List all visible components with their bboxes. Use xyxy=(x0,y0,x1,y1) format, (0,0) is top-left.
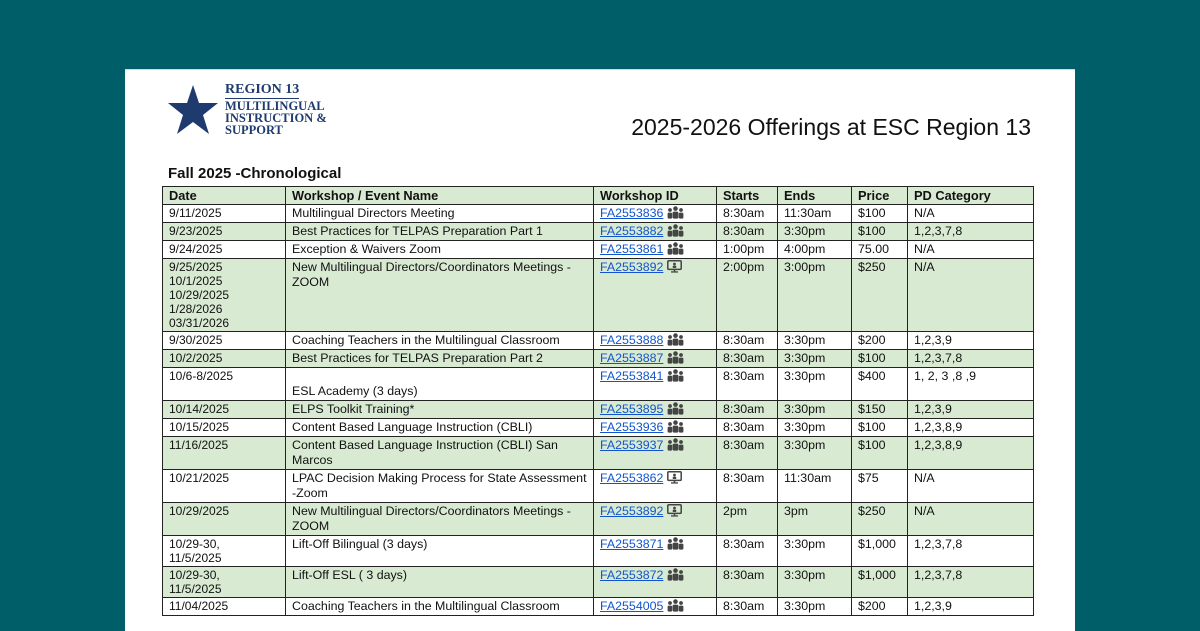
ends-cell: 3:30pm xyxy=(778,437,852,470)
in-person-icon xyxy=(667,224,684,237)
price-cell: $250 xyxy=(852,503,908,536)
starts-cell: 8:30am xyxy=(717,470,778,503)
price-cell: $100 xyxy=(852,350,908,368)
table-row xyxy=(163,419,1034,437)
workshop-id-link[interactable]: FA2553836 xyxy=(600,206,664,220)
workshop-name-cell xyxy=(286,205,594,223)
price-cell: $150 xyxy=(852,401,908,419)
workshop-id-cell xyxy=(594,259,717,332)
date-cell xyxy=(163,567,286,598)
ends-cell: 3:30pm xyxy=(778,350,852,368)
price-cell: $200 xyxy=(852,332,908,350)
document-title: 2025-2026 Offerings at ESC Region 13 xyxy=(631,114,1031,140)
ends-cell: 3:30pm xyxy=(778,223,852,241)
online-icon xyxy=(667,471,682,484)
workshop-name-cell xyxy=(286,567,594,598)
starts-cell: 2:00pm xyxy=(717,259,778,332)
table-row xyxy=(163,567,1034,598)
workshop-id-link[interactable]: FA2553895 xyxy=(600,402,664,416)
starts-cell: 8:30am xyxy=(717,223,778,241)
date-cell xyxy=(163,205,286,223)
starts-cell: 8:30am xyxy=(717,368,778,401)
workshop-id-link[interactable]: FA2553841 xyxy=(600,369,664,383)
pd-category-cell: 1,2,3,8,9 xyxy=(908,437,1034,470)
workshop-id-link[interactable]: FA2553861 xyxy=(600,242,664,256)
workshop-id-cell xyxy=(594,567,717,598)
in-person-icon xyxy=(667,369,684,382)
workshop-name-cell xyxy=(286,350,594,368)
workshop-id-link[interactable]: FA2553882 xyxy=(600,224,664,238)
workshop-id-cell xyxy=(594,241,717,259)
price-cell: $1,000 xyxy=(852,536,908,567)
ends-cell: 3pm xyxy=(778,503,852,536)
date-line: 10/21/2025 xyxy=(169,471,230,485)
price-cell: $75 xyxy=(852,470,908,503)
column-header-workshop-id: Workshop ID xyxy=(594,187,717,205)
starts-cell: 8:30am xyxy=(717,536,778,567)
workshop-id-cell xyxy=(594,223,717,241)
workshop-id-link[interactable]: FA2553892 xyxy=(600,260,664,274)
online-icon xyxy=(667,260,682,273)
starts-cell: 8:30am xyxy=(717,419,778,437)
date-line: 9/11/2025 xyxy=(169,206,222,220)
table-row xyxy=(163,437,1034,470)
date-cell xyxy=(163,598,286,616)
workshop-name-cell xyxy=(286,437,594,470)
workshop-name: Best Practices for TELPAS Preparation Part 1 xyxy=(292,224,543,238)
date-cell xyxy=(163,401,286,419)
workshop-name-cell xyxy=(286,401,594,419)
date-cell xyxy=(163,350,286,368)
date-line: 9/30/2025 xyxy=(169,333,223,347)
workshop-id-cell xyxy=(594,437,717,470)
pd-category-cell: 1, 2, 3 ,8 ,9 xyxy=(908,368,1034,401)
pd-category-cell: N/A xyxy=(908,470,1034,503)
date-cell xyxy=(163,332,286,350)
workshop-id-cell xyxy=(594,503,717,536)
logo-line: INSTRUCTION & xyxy=(225,111,327,125)
in-person-icon xyxy=(667,351,684,364)
table-row xyxy=(163,470,1034,503)
workshop-name: Lift-Off ESL ( 3 days) xyxy=(292,568,408,582)
starts-cell: 8:30am xyxy=(717,332,778,350)
date-line: 10/29/2025 xyxy=(169,504,230,518)
pd-category-cell: 1,2,3,7,8 xyxy=(908,350,1034,368)
ends-cell: 3:30pm xyxy=(778,368,852,401)
starts-cell: 8:30am xyxy=(717,205,778,223)
workshop-name: LPAC Decision Making Process for State Assessment -Zoom xyxy=(292,471,587,500)
workshop-id-cell xyxy=(594,536,717,567)
star-icon xyxy=(167,84,219,136)
workshop-id-cell xyxy=(594,401,717,419)
date-line: 10/15/2025 xyxy=(169,420,230,434)
date-line: 10/14/2025 xyxy=(169,402,230,416)
in-person-icon xyxy=(667,333,684,346)
workshop-name: Lift-Off Bilingual (3 days) xyxy=(292,537,428,551)
workshop-name-cell xyxy=(286,598,594,616)
column-header-name: Workshop / Event Name xyxy=(286,187,594,205)
workshop-name: Coaching Teachers in the Multilingual Classroom xyxy=(292,599,560,613)
workshop-id-cell xyxy=(594,332,717,350)
pd-category-cell: 1,2,3,7,8 xyxy=(908,223,1034,241)
date-cell xyxy=(163,368,286,401)
date-line: 1/28/2026 xyxy=(169,302,223,316)
workshop-id-cell xyxy=(594,419,717,437)
workshop-name: Multilingual Directors Meeting xyxy=(292,206,455,220)
in-person-icon xyxy=(667,599,684,612)
column-header-price: Price xyxy=(852,187,908,205)
online-icon xyxy=(667,504,682,517)
ends-cell: 3:00pm xyxy=(778,259,852,332)
table-row xyxy=(163,205,1034,223)
starts-cell: 8:30am xyxy=(717,350,778,368)
ends-cell: 3:30pm xyxy=(778,401,852,419)
workshop-name-cell xyxy=(286,470,594,503)
date-cell xyxy=(163,223,286,241)
price-cell: $400 xyxy=(852,368,908,401)
workshop-name: Content Based Language Instruction (CBLI) San Marcos xyxy=(292,438,558,467)
price-cell: $250 xyxy=(852,259,908,332)
ends-cell: 3:30pm xyxy=(778,332,852,350)
date-cell xyxy=(163,536,286,567)
workshop-id-cell xyxy=(594,470,717,503)
workshop-id-link[interactable]: FA2553937 xyxy=(600,438,664,452)
column-header-pd-category: PD Category xyxy=(908,187,1034,205)
date-line: 10/6-8/2025 xyxy=(169,369,234,383)
price-cell: $1,000 xyxy=(852,567,908,598)
workshop-name: Best Practices for TELPAS Preparation Part 2 xyxy=(292,351,543,365)
table-row xyxy=(163,598,1034,616)
table-row xyxy=(163,332,1034,350)
ends-cell: 11:30am xyxy=(778,205,852,223)
workshop-id-link[interactable]: FA2553892 xyxy=(600,504,664,518)
ends-cell: 11:30am xyxy=(778,470,852,503)
table-row xyxy=(163,536,1034,567)
workshop-name-cell xyxy=(286,419,594,437)
date-line: 11/5/2025 xyxy=(169,551,222,565)
date-cell xyxy=(163,419,286,437)
workshop-id-link[interactable]: FA2553936 xyxy=(600,420,664,434)
table-header-row xyxy=(163,187,1034,205)
date-cell xyxy=(163,470,286,503)
date-line: 9/23/2025 xyxy=(169,224,223,238)
date-cell xyxy=(163,437,286,470)
workshop-id-link[interactable]: FA2553887 xyxy=(600,351,664,365)
workshop-id-cell xyxy=(594,368,717,401)
workshop-id-link[interactable]: FA2553888 xyxy=(600,333,664,347)
pd-category-cell: 1,2,3,7,8 xyxy=(908,536,1034,567)
in-person-icon xyxy=(667,402,684,415)
spacer xyxy=(292,369,587,384)
column-header-ends: Ends xyxy=(778,187,852,205)
pd-category-cell: N/A xyxy=(908,241,1034,259)
table-row xyxy=(163,259,1034,332)
logo-text xyxy=(225,82,327,136)
workshop-id-cell xyxy=(594,598,717,616)
logo-line: MULTILINGUAL xyxy=(225,99,325,113)
date-line: 11/04/2025 xyxy=(169,599,229,613)
price-cell: $100 xyxy=(852,419,908,437)
workshop-name-cell xyxy=(286,332,594,350)
date-line: 10/29-30, xyxy=(169,568,220,582)
pd-category-cell: N/A xyxy=(908,503,1034,536)
date-cell xyxy=(163,503,286,536)
table-row xyxy=(163,401,1034,419)
workshop-name-cell xyxy=(286,223,594,241)
date-line: 9/25/2025 xyxy=(169,260,223,274)
in-person-icon xyxy=(667,420,684,433)
workshop-name: Exception & Waivers Zoom xyxy=(292,242,441,256)
workshop-name-cell xyxy=(286,536,594,567)
date-line: 11/16/2025 xyxy=(169,438,229,452)
pd-category-cell: 1,2,3,9 xyxy=(908,401,1034,419)
table-body xyxy=(163,205,1034,616)
ends-cell: 3:30pm xyxy=(778,536,852,567)
ends-cell: 3:30pm xyxy=(778,567,852,598)
pd-category-cell: N/A xyxy=(908,205,1034,223)
table-row xyxy=(163,223,1034,241)
workshop-name: ESL Academy (3 days) xyxy=(292,384,418,398)
workshop-id-link[interactable]: FA2553871 xyxy=(600,537,664,551)
in-person-icon xyxy=(667,206,684,219)
logo-line: SUPPORT xyxy=(225,123,283,137)
workshop-name-cell xyxy=(286,503,594,536)
workshop-name: Content Based Language Instruction (CBLI) xyxy=(292,420,533,434)
column-header-date: Date xyxy=(163,187,286,205)
date-line: 03/31/2026 xyxy=(169,316,230,330)
date-line: 11/5/2025 xyxy=(169,582,222,596)
table-row xyxy=(163,503,1034,536)
price-cell: $200 xyxy=(852,598,908,616)
workshop-id-link[interactable]: FA2554005 xyxy=(600,599,664,613)
offerings-table xyxy=(162,186,1034,616)
pd-category-cell: 1,2,3,8,9 xyxy=(908,419,1034,437)
workshop-id-link[interactable]: FA2553872 xyxy=(600,568,664,582)
in-person-icon xyxy=(667,438,684,451)
ends-cell: 3:30pm xyxy=(778,419,852,437)
table-row xyxy=(163,368,1034,401)
document-page xyxy=(125,69,1075,631)
pd-category-cell: N/A xyxy=(908,259,1034,332)
starts-cell: 8:30am xyxy=(717,401,778,419)
logo-region: REGION 13 xyxy=(225,82,300,97)
in-person-icon xyxy=(667,568,684,581)
starts-cell: 8:30am xyxy=(717,598,778,616)
date-line: 10/1/2025 xyxy=(169,274,223,288)
date-line: 10/2/2025 xyxy=(169,351,223,365)
in-person-icon xyxy=(667,242,684,255)
workshop-id-cell xyxy=(594,350,717,368)
table-row xyxy=(163,350,1034,368)
starts-cell: 1:00pm xyxy=(717,241,778,259)
section-title: Fall 2025 -Chronological xyxy=(168,165,342,182)
pd-category-cell: 1,2,3,9 xyxy=(908,598,1034,616)
column-header-starts: Starts xyxy=(717,187,778,205)
starts-cell: 2pm xyxy=(717,503,778,536)
date-line: 10/29/2025 xyxy=(169,288,230,302)
workshop-id-link[interactable]: FA2553862 xyxy=(600,471,664,485)
workshop-name: New Multilingual Directors/Coordinators Meetings -ZOOM xyxy=(292,504,571,533)
in-person-icon xyxy=(667,537,684,550)
pd-category-cell: 1,2,3,7,8 xyxy=(908,567,1034,598)
workshop-name: New Multilingual Directors/Coordinators Meetings -ZOOM xyxy=(292,260,571,289)
date-cell xyxy=(163,259,286,332)
pd-category-cell: 1,2,3,9 xyxy=(908,332,1034,350)
workshop-name-cell xyxy=(286,368,594,401)
price-cell: $100 xyxy=(852,437,908,470)
date-cell xyxy=(163,241,286,259)
starts-cell: 8:30am xyxy=(717,437,778,470)
price-cell: $100 xyxy=(852,223,908,241)
region13-logo xyxy=(167,82,347,142)
workshop-name-cell xyxy=(286,241,594,259)
workshop-name: Coaching Teachers in the Multilingual Classroom xyxy=(292,333,560,347)
starts-cell: 8:30am xyxy=(717,567,778,598)
date-line: 9/24/2025 xyxy=(169,242,223,256)
date-line: 10/29-30, xyxy=(169,537,220,551)
workshop-name: ELPS Toolkit Training* xyxy=(292,402,415,416)
price-cell: 75.00 xyxy=(852,241,908,259)
table-row xyxy=(163,241,1034,259)
workshop-id-cell xyxy=(594,205,717,223)
ends-cell: 3:30pm xyxy=(778,598,852,616)
workshop-name-cell xyxy=(286,259,594,332)
ends-cell: 4:00pm xyxy=(778,241,852,259)
price-cell: $100 xyxy=(852,205,908,223)
